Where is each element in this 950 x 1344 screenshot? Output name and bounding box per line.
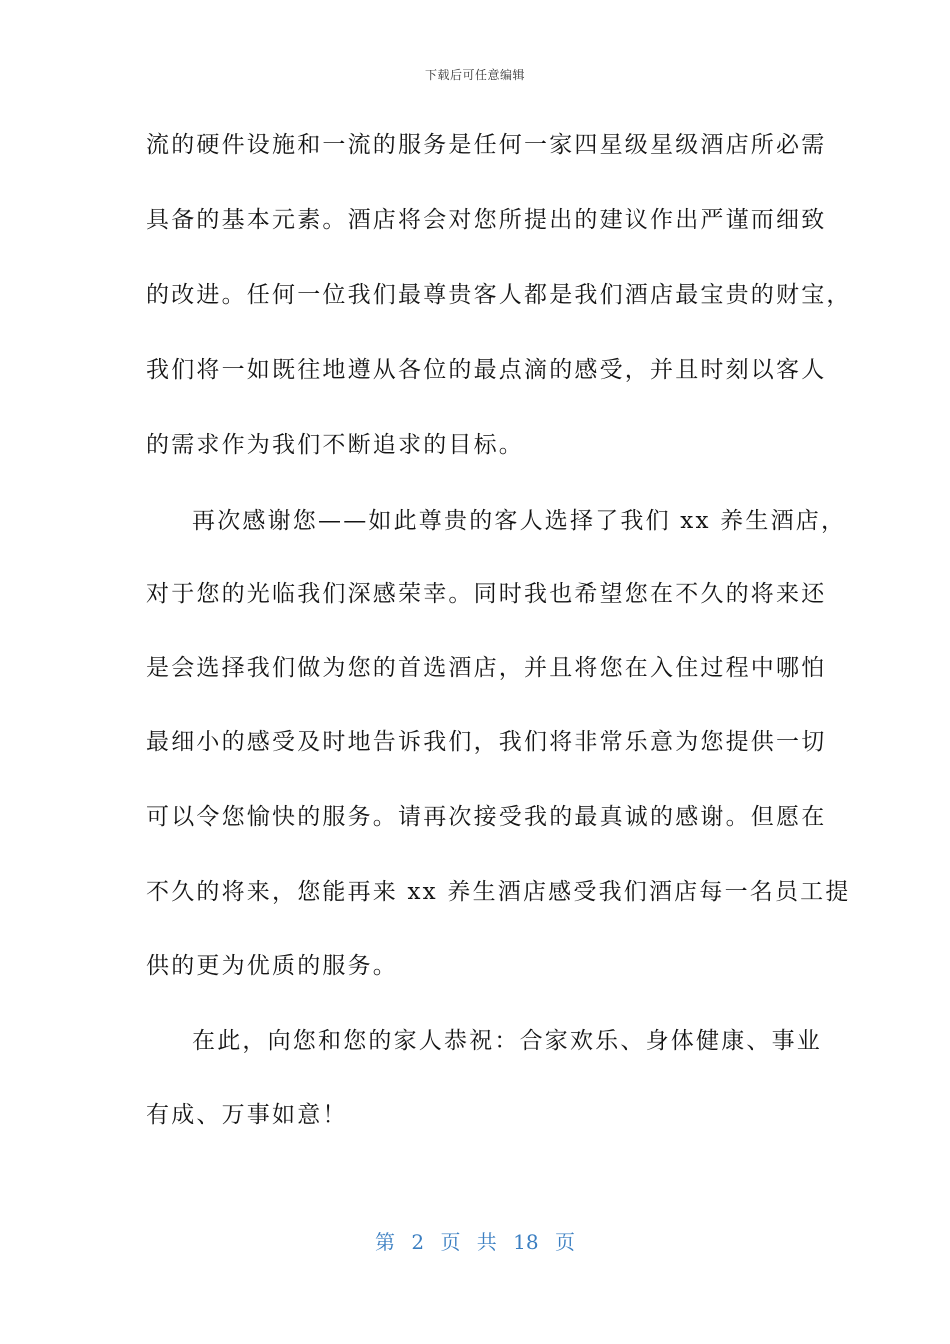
paragraph-start-line: 再次感谢您——如此尊贵的客人选择了我们 xx 养生酒店， (192, 508, 847, 534)
text-line: 是会选择我们做为您的首选酒店，并且将您在入住过程中哪怕 (146, 655, 827, 681)
text-line: 可以令您愉快的服务。请再次接受我的最真诚的感谢。但愿在 (146, 804, 827, 830)
text-line: 不久的将来，您能再来 xx 养生酒店感受我们酒店每一名员工提 (146, 879, 851, 905)
text-line: 对于您的光临我们深感荣幸。同时我也希望您在不久的将来还 (146, 581, 827, 607)
page-header: 下载后可任意编辑 (424, 68, 525, 82)
text-line: 的需求作为我们不断追求的目标。 (146, 432, 524, 458)
page-number-footer: 第 2 页 共 18 页 (375, 1230, 575, 1254)
text-line: 的改进。任何一位我们最尊贵客人都是我们酒店最宝贵的财宝， (146, 282, 852, 308)
text-line: 具备的基本元素。酒店将会对您所提出的建议作出严谨而细致 (146, 207, 827, 233)
text-line: 供的更为优质的服务。 (146, 953, 398, 979)
text-line: 最细小的感受及时地告诉我们，我们将非常乐意为您提供一切 (146, 729, 827, 755)
text-line: 有成、万事如意！ (146, 1102, 348, 1128)
paragraph-start-line: 在此，向您和您的家人恭祝：合家欢乐、身体健康、事业 (192, 1028, 822, 1054)
text-line: 我们将一如既往地遵从各位的最点滴的感受，并且时刻以客人 (146, 357, 827, 383)
text-line: 流的硬件设施和一流的服务是任何一家四星级星级酒店所必需 (146, 132, 827, 158)
